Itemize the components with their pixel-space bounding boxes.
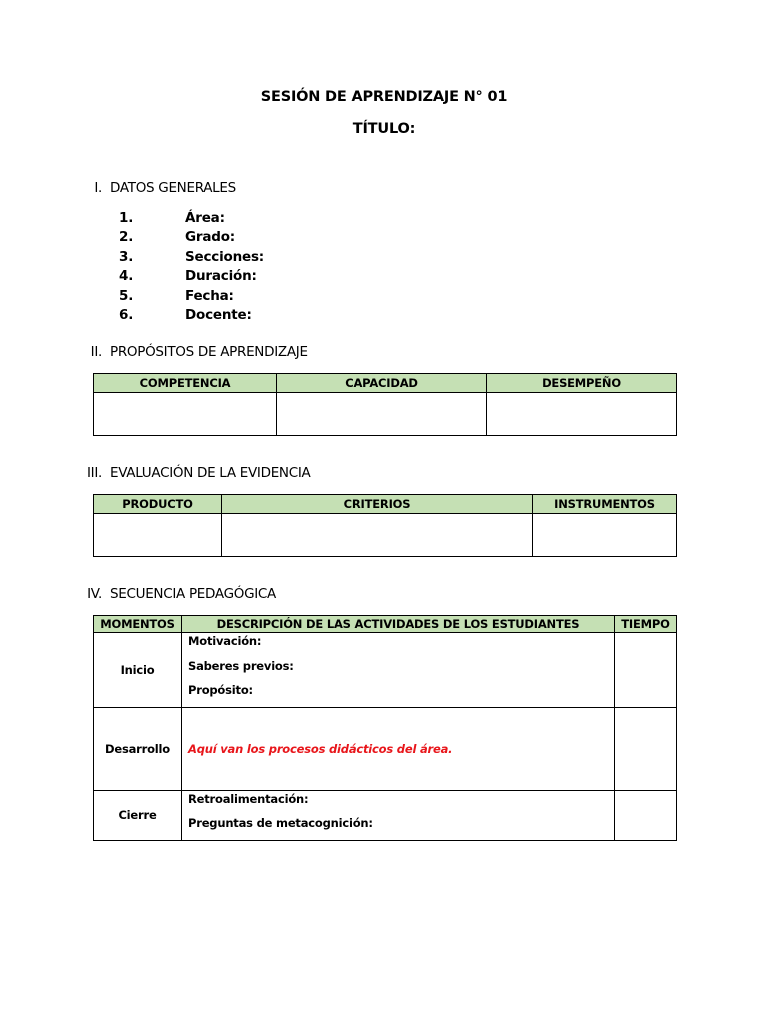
moment-cell: Inicio bbox=[94, 633, 182, 708]
section-evaluation-heading bbox=[80, 465, 310, 481]
criteria-cell[interactable] bbox=[222, 514, 533, 557]
performance-cell[interactable] bbox=[487, 393, 677, 436]
section-title: EVALUACIÓN DE LA EVIDENCIA bbox=[110, 465, 311, 481]
item-number: 4. bbox=[119, 268, 134, 285]
section-number: II. bbox=[90, 344, 102, 360]
activity-cell[interactable] bbox=[182, 707, 615, 790]
item-label-area: Área: bbox=[185, 210, 225, 226]
column-header-description: DESCRIPCIÓN DE LAS ACTIVIDADES DE LOS ESTUDIANTES bbox=[182, 616, 615, 633]
item-label-teacher: Docente: bbox=[185, 306, 252, 323]
table-row bbox=[94, 393, 677, 436]
column-header-criteria: CRITERIOS bbox=[222, 495, 533, 514]
session-title: SESIÓN DE APRENDIZAJE N° 01 bbox=[260, 89, 508, 105]
prior-knowledge-label: Saberes previos: bbox=[188, 658, 294, 673]
item-number: 3. bbox=[119, 248, 134, 265]
table-row-cierre bbox=[94, 790, 677, 840]
section-purposes-heading bbox=[86, 344, 308, 360]
table-row bbox=[94, 514, 677, 557]
evaluation-table bbox=[93, 494, 677, 557]
list-item bbox=[119, 267, 264, 286]
general-data-list bbox=[119, 209, 264, 325]
item-label-sections: Secciones: bbox=[185, 248, 264, 265]
section-number: III. bbox=[86, 465, 102, 481]
competence-cell[interactable] bbox=[94, 393, 277, 436]
activity-cell[interactable] bbox=[182, 790, 615, 840]
time-cell[interactable] bbox=[615, 790, 677, 840]
moment-cell: Cierre bbox=[94, 790, 182, 840]
table-row-inicio bbox=[94, 633, 677, 708]
list-item bbox=[119, 248, 264, 267]
item-number: 6. bbox=[119, 306, 134, 323]
product-cell[interactable] bbox=[94, 514, 222, 557]
feedback-label: Retroalimentación: bbox=[188, 791, 309, 806]
section-general-data-heading bbox=[86, 180, 236, 196]
section-sequence-heading bbox=[77, 586, 276, 602]
pedagogical-sequence-table bbox=[93, 615, 677, 841]
motivation-label: Motivación: bbox=[188, 634, 262, 648]
metacognition-label: Preguntas de metacognición: bbox=[188, 816, 373, 830]
item-label-duration: Duración: bbox=[185, 268, 257, 285]
purpose-label: Propósito: bbox=[188, 683, 253, 697]
moment-cell: Desarrollo bbox=[94, 707, 182, 790]
item-label-date: Fecha: bbox=[185, 287, 234, 304]
list-item bbox=[119, 306, 264, 325]
list-item bbox=[119, 287, 264, 306]
table-row-desarrollo bbox=[94, 707, 677, 790]
column-header-moments: MOMENTOS bbox=[94, 616, 182, 633]
column-header-competence: COMPETENCIA bbox=[94, 374, 277, 393]
item-number: 5. bbox=[119, 287, 134, 304]
list-item bbox=[119, 209, 264, 228]
list-item bbox=[119, 228, 264, 247]
item-number: 2. bbox=[119, 229, 134, 246]
section-title: PROPÓSITOS DE APRENDIZAJE bbox=[110, 344, 308, 360]
item-label-grade: Grado: bbox=[185, 229, 235, 246]
item-number: 1. bbox=[119, 210, 134, 226]
section-number: I. bbox=[94, 180, 102, 196]
activity-cell[interactable] bbox=[182, 633, 615, 708]
column-header-performance: DESEMPEÑO bbox=[487, 374, 677, 393]
didactic-process-note: Aquí van los procesos didácticos del área. bbox=[188, 741, 453, 756]
column-header-time: TIEMPO bbox=[615, 616, 677, 633]
purposes-table bbox=[93, 373, 677, 436]
column-header-product: PRODUCTO bbox=[94, 495, 222, 514]
section-number: IV. bbox=[87, 586, 102, 602]
column-header-capacity: CAPACIDAD bbox=[277, 374, 487, 393]
section-title: SECUENCIA PEDAGÓGICA bbox=[110, 586, 276, 602]
instruments-cell[interactable] bbox=[533, 514, 677, 557]
capacity-cell[interactable] bbox=[277, 393, 487, 436]
title-label: TÍTULO: bbox=[352, 121, 416, 137]
time-cell[interactable] bbox=[615, 633, 677, 708]
column-header-instruments: INSTRUMENTOS bbox=[533, 495, 677, 514]
time-cell[interactable] bbox=[615, 707, 677, 790]
section-title: DATOS GENERALES bbox=[110, 180, 236, 196]
